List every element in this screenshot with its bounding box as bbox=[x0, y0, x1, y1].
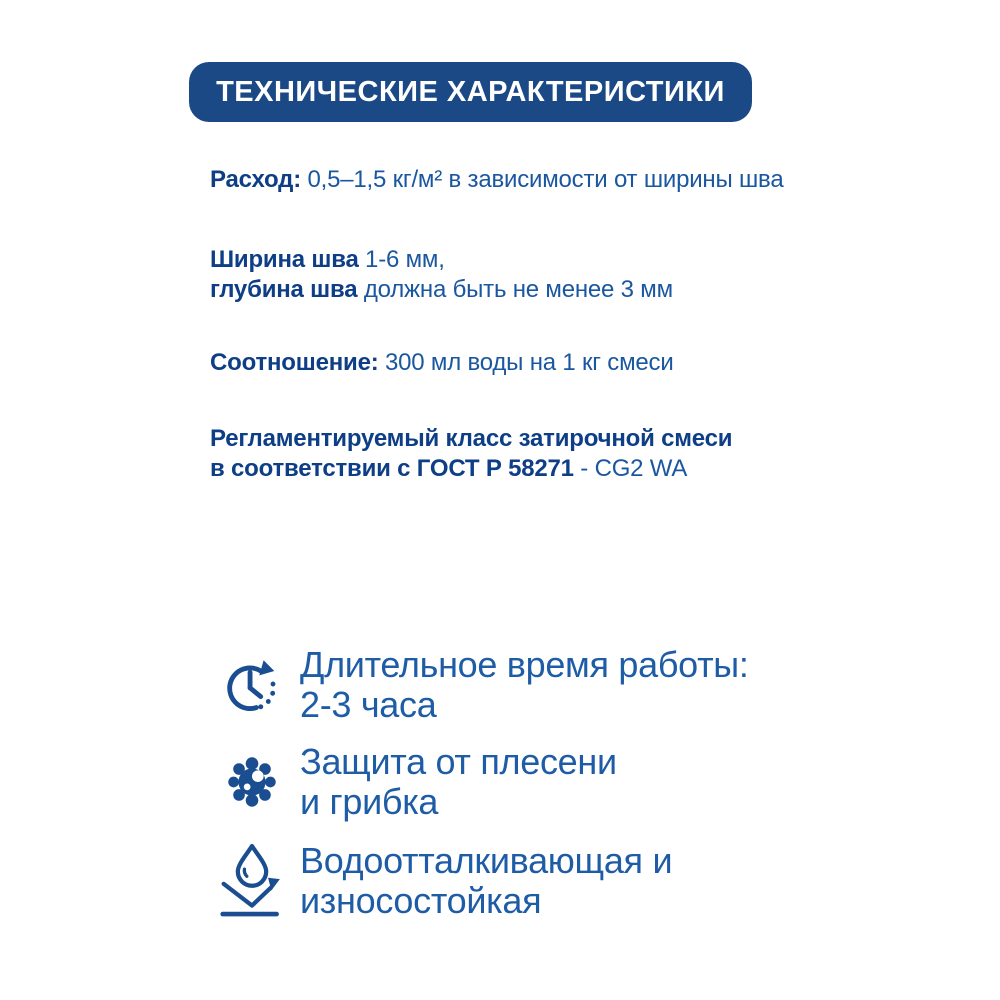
feature-text bbox=[300, 645, 749, 725]
spec-line bbox=[210, 165, 830, 195]
spec-value: 300 мл воды на 1 кг смеси bbox=[378, 349, 674, 376]
feature-line: Длительное время работы: bbox=[300, 644, 749, 685]
mold-icon bbox=[204, 751, 300, 813]
spec-label: глубина шва bbox=[210, 276, 358, 303]
feature-line: износостойкая bbox=[300, 880, 542, 921]
spec-consumption bbox=[210, 165, 830, 195]
feature-line: Водоотталкивающая и bbox=[300, 840, 673, 881]
spec-line bbox=[210, 348, 830, 378]
spec-value: - CG2 WA bbox=[573, 455, 688, 482]
spec-line bbox=[210, 454, 830, 484]
spec-value: 1-6 мм, bbox=[358, 246, 445, 273]
spec-line bbox=[210, 275, 830, 305]
water-repellent-icon bbox=[204, 840, 300, 922]
feature-text bbox=[300, 841, 672, 921]
spec-line bbox=[210, 245, 830, 275]
spec-label: Расход: bbox=[210, 166, 301, 193]
spec-line bbox=[210, 424, 830, 454]
feature-text bbox=[300, 742, 617, 822]
page-title: ТЕХНИЧЕСКИЕ ХАРАКТЕРИСТИКИ bbox=[216, 75, 725, 108]
feature-working-time bbox=[204, 645, 824, 725]
clock-arrow-icon bbox=[204, 654, 300, 716]
spec-ratio bbox=[210, 348, 830, 378]
spec-label: в соответствии с ГОСТ Р 58271 bbox=[210, 455, 574, 482]
feature-mold-protection bbox=[204, 742, 824, 822]
header-banner bbox=[189, 62, 752, 122]
feature-water-repellent bbox=[204, 836, 824, 926]
feature-line: 2-3 часа bbox=[300, 684, 437, 725]
spec-seam bbox=[210, 245, 830, 305]
spec-label: Регламентируемый класс затирочной смеси bbox=[210, 425, 733, 452]
spec-gost-class bbox=[210, 424, 830, 484]
feature-line: и грибка bbox=[300, 781, 439, 822]
feature-line: Защита от плесени bbox=[300, 741, 617, 782]
spec-label: Соотношение: bbox=[210, 349, 379, 376]
spec-value: 0,5–1,5 кг/м² в зависимости от ширины шва bbox=[301, 166, 784, 193]
spec-value: должна быть не менее 3 мм bbox=[357, 276, 673, 303]
spec-label: Ширина шва bbox=[210, 246, 359, 273]
